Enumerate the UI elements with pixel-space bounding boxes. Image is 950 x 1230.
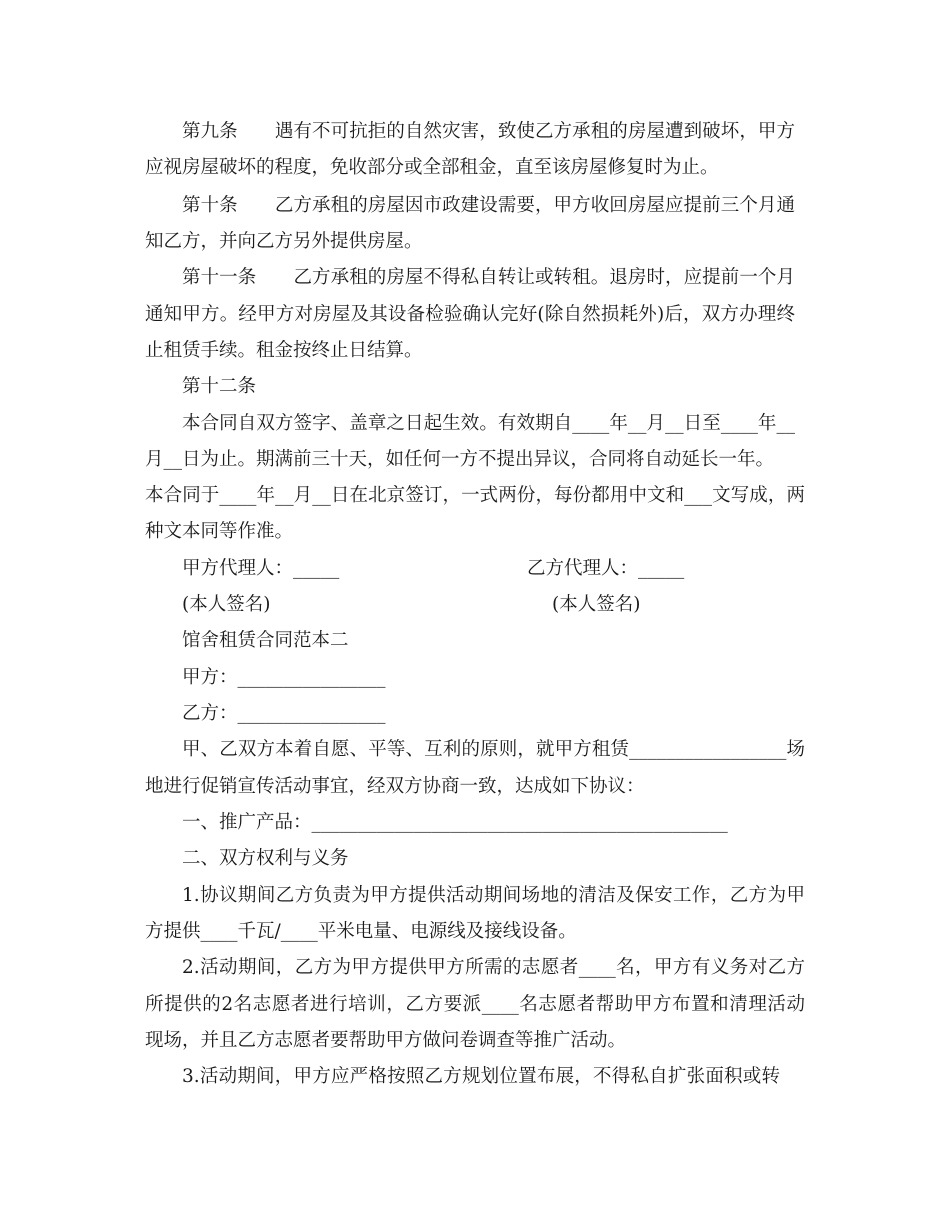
item2-line2: 所提供的2名志愿者进行培训，乙方要派____名志愿者帮助甲方布置和清理活动: [145, 994, 805, 1015]
item2-line3: 现场，并且乙方志愿者要帮助甲方做问卷调查等推广活动。: [145, 1030, 627, 1051]
article12-line4: 种文本同等作准。: [145, 521, 294, 542]
article11-line3: 止租赁手续。租金按终止日结算。: [145, 340, 423, 361]
article12-line1: 本合同自双方签字、盖章之日起生效。有效期自____年__月__日至____年__: [182, 413, 795, 434]
party-b-signature-note: (本人签名): [552, 594, 641, 615]
item3-line1: 3.活动期间，甲方应严格按照乙方规划位置布展，不得私自扩张面积或转: [182, 1066, 780, 1087]
party-a-agent: 甲方代理人：_____: [182, 558, 340, 579]
article9-line1: 第九条 遇有不可抗拒的自然灾害，致使乙方承租的房屋遭到破坏，甲方: [182, 121, 795, 142]
section1-promoted-product: 一、推广产品：_____________________________________________: [182, 812, 728, 833]
party-a-signature-note: (本人签名): [182, 594, 271, 615]
item1-line2: 方提供____千瓦/____平米电量、电源线及接线设备。: [145, 921, 577, 942]
item2-line1: 2.活动期间，乙方为甲方提供甲方所需的志愿者____名，甲方有义务对乙方: [182, 957, 805, 978]
article11-line1: 第十一条 乙方承租的房屋不得私自转让或转租。退房时，应提前一个月: [182, 267, 795, 288]
article9-line2: 应视房屋破坏的程度，免收部分或全部租金，直至该房屋修复时为止。: [145, 157, 719, 178]
section2-heading: 二、双方权利与义务: [182, 848, 349, 869]
intro-line1: 甲、乙双方本着自愿、平等、互利的原则，就甲方租赁_________________场: [182, 739, 805, 760]
article10-line2: 知乙方，并向乙方另外提供房屋。: [145, 231, 423, 252]
article12-line2: 月__日为止。期满前三十天，如任何一方不提出异议，合同将自动延长一年。: [145, 449, 775, 470]
sample2-title: 馆舍租赁合同范本二: [182, 630, 349, 651]
party-b-field: 乙方：________________: [182, 703, 386, 724]
article12-heading: 第十二条: [182, 376, 257, 397]
article11-line2: 通知甲方。经甲方对房屋及其设备检验确认完好(除自然损耗外)后，双方办理终: [145, 304, 795, 325]
party-b-agent: 乙方代理人：_____: [527, 558, 685, 579]
party-a-field: 甲方：________________: [182, 667, 386, 688]
article10-line1: 第十条 乙方承租的房屋因市政建设需要，甲方收回房屋应提前三个月通: [182, 195, 795, 216]
article12-line3: 本合同于____年__月__日在北京签订，一式两份，每份都用中文和___文写成，两: [145, 485, 805, 506]
intro-line2: 地进行促销宣传活动事宜，经双方协商一致，达成如下协议：: [145, 776, 645, 797]
item1-line1: 1.协议期间乙方负责为甲方提供活动期间场地的清洁及保安工作，乙方为甲: [182, 885, 805, 906]
